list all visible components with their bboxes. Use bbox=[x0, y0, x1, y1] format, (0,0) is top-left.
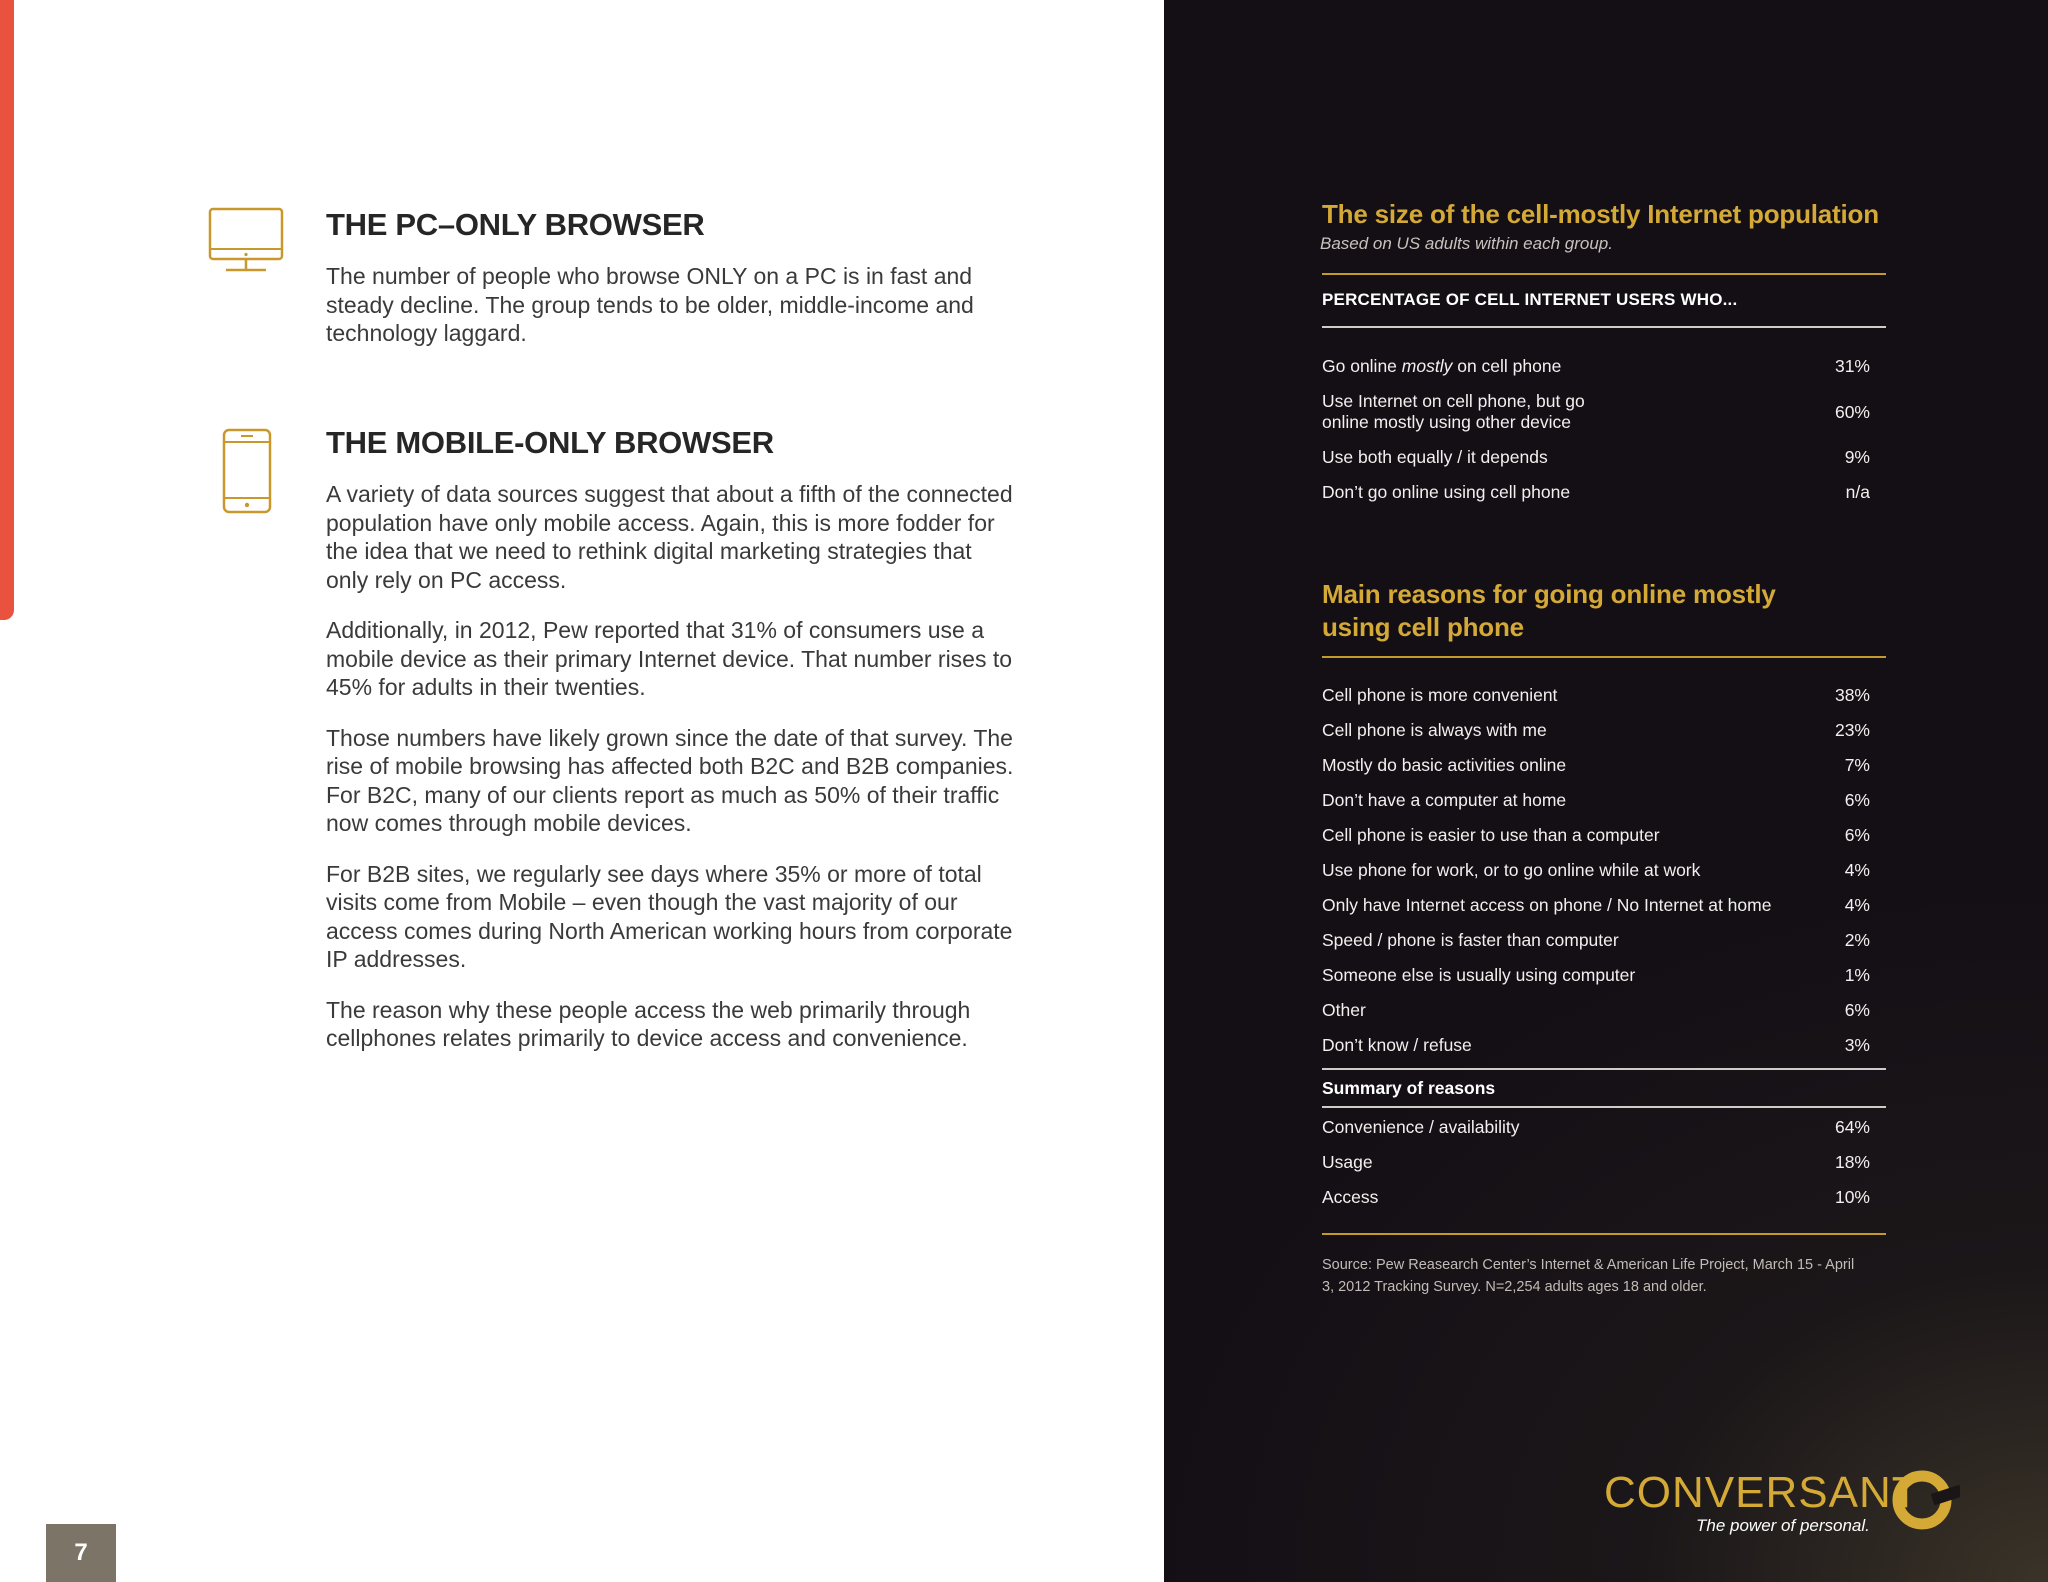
size-table-subtitle: Based on US adults within each group. bbox=[1320, 234, 1613, 253]
mobile-only-paragraph-2: Additionally, in 2012, Pew reported that 31% of consumers use a mobile device as their primary Internet device. That number rises to 45% for adults in their twenties. bbox=[326, 617, 1013, 700]
reason-row bbox=[1322, 685, 1870, 706]
size-row-label: Go online mostly on cell phone bbox=[1322, 356, 1562, 376]
reason-row-label: Use phone for work, or to go online while at work bbox=[1322, 860, 1701, 880]
reason-row-label: Don’t have a computer at home bbox=[1322, 790, 1567, 810]
right-panel bbox=[1164, 0, 2048, 1582]
size-row-label: Don’t go online using cell phone bbox=[1322, 482, 1571, 502]
reason-row-value: 6% bbox=[1844, 1000, 1870, 1020]
pc-only-paragraph: The number of people who browse ONLY on a PC is in fast and steady decline. The group tends to be older, middle-income and technology laggard. bbox=[326, 263, 974, 346]
source-note: Source: Pew Reasearch Center’s Internet & American Life Project, March 15 - April 3, 2012 Tracking Survey. N=2,254 adults ages 18 and older. bbox=[1322, 1257, 1855, 1295]
reason-row bbox=[1322, 790, 1870, 811]
mobile-only-paragraph-1: A variety of data sources suggest that about a fifth of the connected population have only mobile access. Again, this is more fodder for the idea that we need to rethink digital marketing strategies that only rely on PC access. bbox=[326, 481, 1013, 593]
size-row-value: 9% bbox=[1844, 447, 1870, 467]
reason-row bbox=[1322, 930, 1870, 951]
conversant-logo bbox=[1604, 1468, 1964, 1538]
size-table-column-header: PERCENTAGE OF CELL INTERNET USERS WHO... bbox=[1322, 290, 1738, 309]
summary-bottom-rule bbox=[1322, 1106, 1886, 1108]
size-table-title: The size of the cell-mostly Internet population bbox=[1322, 199, 1879, 229]
reason-row bbox=[1322, 895, 1870, 916]
pc-only-title: THE PC–ONLY BROWSER bbox=[326, 207, 705, 242]
size-row-value: n/a bbox=[1845, 482, 1870, 502]
conversant-ring-logo-icon bbox=[1888, 1468, 1960, 1539]
mobile-only-paragraph-3: Those numbers have likely grown since the date of that survey. The rise of mobile browsing has affected both B2C and B2B companies. For B2C, many of our clients report as much as 50% of their traffic now comes through mobile devices. bbox=[326, 724, 1014, 836]
mobile-only-paragraph-5: The reason why these people access the web primarily through cellphones relates primarily to device access and convenience. bbox=[326, 996, 971, 1051]
reason-row-label: Don’t know / refuse bbox=[1322, 1035, 1472, 1055]
summary-row-label: Access bbox=[1322, 1187, 1379, 1207]
size-row-label: Use Internet on cell phone, but go online mostly using other device bbox=[1322, 391, 1585, 432]
reason-row-value: 23% bbox=[1834, 720, 1870, 740]
reason-row-label: Mostly do basic activities online bbox=[1322, 755, 1567, 775]
pc-only-section bbox=[200, 205, 1020, 348]
summary-row bbox=[1322, 1117, 1870, 1138]
logo-tagline: The power of personal. bbox=[1696, 1516, 1870, 1535]
reason-row-label: Cell phone is more convenient bbox=[1322, 685, 1558, 705]
reason-row-value: 1% bbox=[1844, 965, 1870, 985]
page-number: 7 bbox=[46, 1524, 116, 1582]
reasons-table-top-rule bbox=[1322, 656, 1886, 658]
reason-row-value: 6% bbox=[1844, 790, 1870, 810]
reason-row bbox=[1322, 965, 1870, 986]
reason-row bbox=[1322, 1000, 1870, 1021]
summary-heading: Summary of reasons bbox=[1322, 1078, 1496, 1098]
summary-row-label: Usage bbox=[1322, 1152, 1373, 1172]
reason-row-label: Other bbox=[1322, 1000, 1366, 1020]
summary-top-rule bbox=[1322, 1068, 1886, 1070]
summary-row-value: 18% bbox=[1834, 1152, 1870, 1172]
reason-row-value: 38% bbox=[1834, 685, 1870, 705]
size-row-label: Use both equally / it depends bbox=[1322, 447, 1548, 467]
reason-row-label: Speed / phone is faster than computer bbox=[1322, 930, 1619, 950]
reason-row-value: 4% bbox=[1844, 895, 1870, 915]
size-row bbox=[1322, 482, 1870, 503]
size-table-header-rule bbox=[1322, 326, 1886, 328]
reasons-table-title: Main reasons for going online mostly using cell phone bbox=[1322, 579, 1776, 642]
reasons-table-bottom-rule bbox=[1322, 1233, 1886, 1235]
reason-row-value: 3% bbox=[1844, 1035, 1870, 1055]
reason-row-value: 2% bbox=[1844, 930, 1870, 950]
size-table-top-rule bbox=[1322, 273, 1886, 275]
size-row-value: 31% bbox=[1834, 356, 1870, 376]
reason-row bbox=[1322, 1035, 1870, 1056]
size-row bbox=[1322, 391, 1870, 433]
size-row-value: 60% bbox=[1834, 401, 1870, 422]
size-row bbox=[1322, 356, 1870, 377]
mobile-only-title: THE MOBILE-ONLY BROWSER bbox=[326, 425, 774, 460]
summary-row bbox=[1322, 1187, 1870, 1208]
reason-row-value: 4% bbox=[1844, 860, 1870, 880]
reason-row bbox=[1322, 755, 1870, 776]
mobile-only-section bbox=[200, 423, 1020, 1053]
summary-row-value: 10% bbox=[1834, 1187, 1870, 1207]
summary-row-label: Convenience / availability bbox=[1322, 1117, 1520, 1137]
size-row bbox=[1322, 447, 1870, 468]
reason-row bbox=[1322, 720, 1870, 741]
accent-bar bbox=[0, 0, 14, 620]
summary-row-value: 64% bbox=[1834, 1117, 1870, 1137]
reason-row-label: Cell phone is easier to use than a computer bbox=[1322, 825, 1660, 845]
reason-row bbox=[1322, 825, 1870, 846]
reason-row-label: Someone else is usually using computer bbox=[1322, 965, 1636, 985]
reason-row-value: 6% bbox=[1844, 825, 1870, 845]
reason-row-value: 7% bbox=[1844, 755, 1870, 775]
reason-row-label: Only have Internet access on phone / No Internet at home bbox=[1322, 895, 1772, 915]
summary-row bbox=[1322, 1152, 1870, 1173]
mobile-only-paragraph-4: For B2B sites, we regularly see days where 35% or more of total visits come from Mobile – even though the vast majority of our access comes during North American working hours from corporate IP addresses. bbox=[326, 860, 1013, 972]
desktop-monitor-icon bbox=[208, 205, 284, 282]
smartphone-icon bbox=[222, 428, 272, 519]
logo-wordmark: CONVERSANT bbox=[1604, 1468, 1920, 1517]
reason-row bbox=[1322, 860, 1870, 881]
reason-row-label: Cell phone is always with me bbox=[1322, 720, 1547, 740]
